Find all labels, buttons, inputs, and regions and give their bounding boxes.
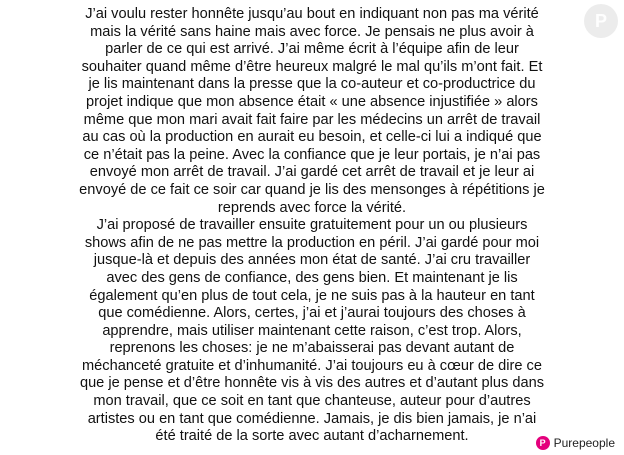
brand-name: Purepeople: [553, 436, 615, 450]
text-line: shows afin de ne pas mettre la production en péril. J’ai gardé pour moi: [84, 234, 540, 251]
brand-logo-letter: P: [539, 438, 546, 448]
text-line: même que mon mari avait fait faire par les médecins un arrêt de travail: [83, 111, 541, 128]
text-line: reprenons les choses: je ne m’abaisserai pas devant autant de: [109, 340, 515, 357]
text-line: J’ai proposé de travailler ensuite gratuitement pour un ou plusieurs: [96, 217, 528, 234]
text-line: envoyé de ce fait ce soir car quand je lis des mensonges à répétitions je: [79, 181, 545, 198]
brand-logo-icon: [536, 436, 550, 450]
brand-watermark: [533, 435, 618, 451]
text-line: au cas où la production en aurait eu besoin, et celle-ci lui a indiqué que: [82, 129, 542, 146]
text-line: jusque-là et depuis des années mon état de santé. J’ai cru travailler: [93, 252, 531, 269]
text-line: apprendre, mais utiliser maintenant cette raison, c’est trop. Alors,: [102, 322, 522, 339]
statement-text: [28, 6, 596, 446]
corner-logo-watermark: [584, 4, 618, 38]
text-line: également qu’en plus de tout cela, je ne suis pas à la hauteur en tant: [89, 287, 535, 304]
text-line: souhaiter quand même d’être heureux malgré le mal qu’ils m’ont fait. Et: [81, 58, 543, 75]
text-line: que comédienne. Alors, certes, j’ai et j’aurai toujours des choses à: [98, 305, 526, 322]
text-line: projet indique que mon absence était « une absence injustifiée » alors: [86, 93, 538, 110]
text-line: que je pense et d’être honnête vis à vis des autres et d’autant plus dans: [79, 375, 545, 392]
text-line: été traité de la sorte avec autant d’acharnement.: [155, 428, 469, 445]
text-line: mon travail, que ce soit en tant que chanteuse, auteur pour d’autres: [93, 393, 531, 410]
corner-logo-letter: P: [594, 10, 607, 31]
text-line: je lis maintenant dans la presse que la co-auteur et co-productrice du: [88, 76, 536, 93]
text-line: artistes ou en tant que comédienne. Jamais, je dis bien jamais, je n’ai: [87, 410, 537, 427]
text-line: J’ai voulu rester honnête jusqu’au bout en indiquant non pas ma vérité: [85, 6, 539, 22]
text-line: méchanceté gratuite et d’inhumanité. J’ai toujours eu à cœur de dire ce: [82, 357, 542, 374]
text-line: parler de ce qui est arrivé. J’ai même écrit à l’équipe afin de leur: [105, 41, 519, 58]
text-line: envoyé mon arrêt de travail. J’ai gardé cet arrêt de travail et je leur ai: [89, 164, 535, 181]
text-line: ce n’était pas la peine. Avec la confiance que je leur portais, je n’ai pas: [83, 146, 541, 163]
text-line: avec des gens de confiance, des gens bien. Et maintenant je lis: [106, 269, 518, 286]
text-line: reprends avec force la vérité.: [217, 199, 407, 216]
text-line: mais la vérité sans haine mais avec force. Je pensais ne plus avoir à: [90, 23, 534, 40]
